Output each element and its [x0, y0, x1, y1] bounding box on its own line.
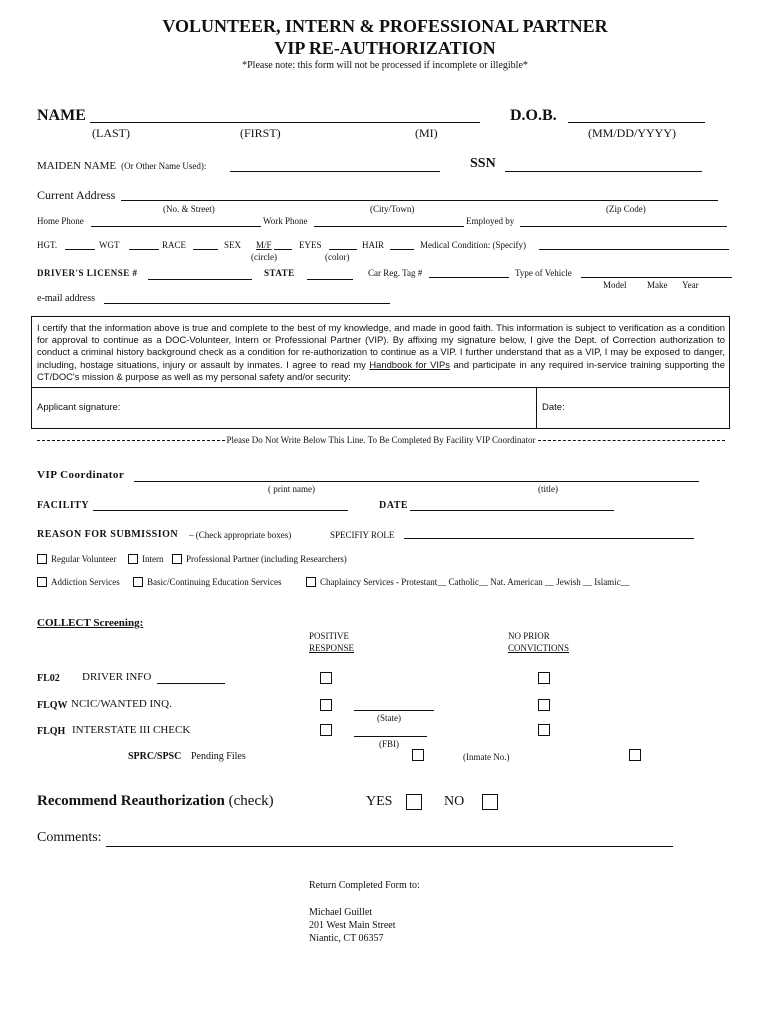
- maiden-name-label: MAIDEN NAME (Or Other Name Used):: [37, 160, 207, 172]
- sex-label: SEX: [224, 240, 242, 250]
- hair-label: HAIR: [362, 240, 384, 250]
- yes-label: YES: [366, 794, 393, 809]
- state-hint: (State): [377, 713, 401, 723]
- car-reg-label: Car Reg. Tag #: [368, 268, 423, 278]
- flqh-code: FLQH: [37, 726, 66, 737]
- ssn-field[interactable]: [505, 171, 702, 172]
- chaplaincy-services-checkbox[interactable]: [306, 577, 316, 587]
- home-phone-field[interactable]: [91, 226, 261, 227]
- signature-date-divider: [536, 387, 537, 428]
- flqw-label: NCIC/WANTED INQ.: [71, 698, 172, 710]
- sex-options[interactable]: M/F: [256, 240, 272, 250]
- professional-partner-label: Professional Partner (including Researchers): [186, 554, 347, 564]
- fl02-no-prior-checkbox[interactable]: [538, 672, 550, 684]
- flqw-code: FLQW: [37, 700, 68, 711]
- color-hint: (color): [325, 252, 350, 262]
- employed-by-field[interactable]: [520, 226, 727, 227]
- certification-text: I certify that the information above is true and complete to the best of my knowledge, and made in good faith. This information is subject to verification as a condition for approval to continue as a DOC-Volunteer, Intern or Professional Partner (VIP). By affixing my signature below, I give the Dept. of Correction authorization to conduct a criminal history background check as a condition for re-authorization to continue as a VIP. I further understand that as a VIP, I may be exposed to danger, including, hostage situations, injury or assault by inmates. I agree to read my Handbook for VIPs and participate in any required in-service training supporting the CT/DOC's mission & purpose as well as my personal safety and/or security:: [37, 322, 725, 382]
- flqh-positive-checkbox[interactable]: [320, 724, 332, 736]
- education-services-label: Basic/Continuing Education Services: [147, 577, 282, 587]
- hgt-field[interactable]: [65, 249, 95, 250]
- flqw-no-prior-checkbox[interactable]: [538, 699, 550, 711]
- license-field[interactable]: [148, 279, 252, 280]
- city-hint: (City/Town): [370, 204, 415, 214]
- yes-checkbox[interactable]: [406, 794, 422, 810]
- recommend-reauthorization-label: Recommend Reauthorization (check): [37, 793, 274, 809]
- state-label: STATE: [264, 268, 295, 278]
- wgt-field[interactable]: [129, 249, 159, 250]
- medical-field[interactable]: [539, 249, 729, 250]
- coordinator-date-field[interactable]: [410, 510, 614, 511]
- circle-hint: (circle): [251, 252, 277, 262]
- make-hint: Make: [647, 280, 668, 290]
- comments-field[interactable]: [106, 846, 673, 847]
- title-hint: (title): [538, 484, 558, 494]
- applicant-date-field[interactable]: [572, 389, 722, 426]
- addiction-services-label: Addiction Services: [51, 577, 120, 587]
- sprc-code: SPRC/SPSC: [128, 751, 182, 762]
- professional-partner-checkbox[interactable]: [172, 554, 182, 564]
- sex-field-tail: [274, 249, 292, 250]
- handbook-link[interactable]: Handbook for VIPs: [369, 358, 450, 370]
- addiction-services-checkbox[interactable]: [37, 577, 47, 587]
- medical-label: Medical Condition: (Specify): [420, 240, 526, 250]
- return-name: Michael Guillet: [309, 907, 373, 918]
- office-use-divider: Please Do Not Write Below This Line. To Be Completed By Facility VIP Coordinator: [37, 435, 725, 445]
- chaplaincy-services-label: Chaplaincy Services - Protestant__ Catholic__ Nat. American __ Jewish __ Islamic__: [320, 577, 630, 587]
- fl02-positive-checkbox[interactable]: [320, 672, 332, 684]
- last-hint: (LAST): [92, 126, 130, 140]
- flqh-no-prior-checkbox[interactable]: [538, 724, 550, 736]
- sprc-label: Pending Files: [191, 751, 246, 762]
- zip-hint: (Zip Code): [606, 204, 646, 214]
- dob-format-hint: (MM/DD/YYYY): [588, 126, 676, 140]
- reason-label: REASON FOR SUBMISSION: [37, 529, 179, 540]
- flqh-fbi-field[interactable]: [354, 736, 427, 737]
- fbi-hint: (FBI): [379, 739, 399, 749]
- employed-by-label: Employed by: [466, 216, 515, 226]
- vehicle-type-label: Type of Vehicle: [515, 268, 572, 278]
- inmate-no-hint: (Inmate No.): [463, 752, 510, 762]
- year-hint: Year: [682, 280, 699, 290]
- education-services-checkbox[interactable]: [133, 577, 143, 587]
- regular-volunteer-label: Regular Volunteer: [51, 554, 117, 564]
- coordinator-date-label: DATE: [379, 500, 409, 511]
- positive-header-2: RESPONSE: [309, 643, 355, 653]
- dob-label: D.O.B.: [510, 107, 557, 124]
- email-label: e-mail address: [37, 293, 96, 304]
- applicant-signature-label: Applicant signature:: [37, 402, 121, 413]
- name-label: NAME: [37, 107, 86, 124]
- no-prior-header-2: CONVICTIONS: [508, 643, 570, 653]
- flqh-label: INTERSTATE III CHECK: [72, 724, 191, 736]
- applicant-signature-field[interactable]: [132, 389, 532, 426]
- reason-hint: – (Check appropriate boxes): [189, 530, 292, 540]
- intern-checkbox[interactable]: [128, 554, 138, 564]
- intern-label: Intern: [142, 554, 164, 564]
- car-reg-field[interactable]: [429, 277, 509, 278]
- ssn-label: SSN: [470, 156, 496, 171]
- name-field[interactable]: [90, 122, 480, 123]
- model-hint: Model: [603, 280, 627, 290]
- work-phone-field[interactable]: [314, 226, 464, 227]
- specify-role-field[interactable]: [404, 538, 694, 539]
- print-name-hint: ( print name): [268, 484, 315, 494]
- license-label: DRIVER'S LICENSE #: [37, 268, 138, 278]
- hgt-label: HGT.: [37, 240, 58, 250]
- first-hint: (FIRST): [240, 126, 281, 140]
- positive-header-1: POSITIVE: [309, 631, 349, 641]
- form-title-line2: VIP RE-AUTHORIZATION: [274, 38, 496, 58]
- no-label: NO: [444, 794, 465, 809]
- no-prior-header-1: NO PRIOR: [508, 631, 550, 641]
- dob-field[interactable]: [568, 122, 705, 123]
- form-note: *Please note: this form will not be processed if incomplete or illegible*: [242, 60, 528, 71]
- mi-hint: (MI): [415, 126, 438, 140]
- return-label: Return Completed Form to:: [309, 880, 420, 891]
- address-label: Current Address: [37, 188, 116, 202]
- work-phone-label: Work Phone: [263, 216, 308, 226]
- collect-screening-title: COLLECT Screening:: [37, 617, 144, 629]
- fl02-label: DRIVER INFO: [82, 671, 152, 683]
- vip-coordinator-label: VIP Coordinator: [37, 469, 125, 481]
- vip-coordinator-field[interactable]: [134, 481, 699, 482]
- fl02-field[interactable]: [157, 683, 225, 684]
- no-checkbox[interactable]: [482, 794, 498, 810]
- flqw-positive-checkbox[interactable]: [320, 699, 332, 711]
- facility-field[interactable]: [93, 510, 348, 511]
- eyes-field[interactable]: [329, 249, 357, 250]
- fl02-code: FL02: [37, 673, 60, 684]
- return-street: 201 West Main Street: [309, 920, 396, 931]
- address-field[interactable]: [121, 200, 718, 201]
- email-field[interactable]: [104, 303, 390, 304]
- wgt-label: WGT: [99, 240, 120, 250]
- race-field[interactable]: [193, 249, 218, 250]
- vehicle-type-field[interactable]: [581, 277, 732, 278]
- flqw-state-field[interactable]: [354, 710, 434, 711]
- sprc-no-prior-checkbox[interactable]: [629, 749, 641, 761]
- maiden-name-field[interactable]: [230, 171, 440, 172]
- race-label: RACE: [162, 240, 187, 250]
- sprc-positive-checkbox[interactable]: [412, 749, 424, 761]
- date-label: Date:: [542, 402, 565, 413]
- form-title-line1: VOLUNTEER, INTERN & PROFESSIONAL PARTNER: [162, 16, 608, 36]
- return-city: Niantic, CT 06357: [309, 933, 384, 944]
- street-hint: (No. & Street): [163, 204, 215, 214]
- facility-label: FACILITY: [37, 500, 90, 511]
- regular-volunteer-checkbox[interactable]: [37, 554, 47, 564]
- specify-role-label: SPECIFIY ROLE: [330, 530, 395, 540]
- certification-divider: [32, 387, 729, 388]
- state-field[interactable]: [307, 279, 353, 280]
- certification-box: [31, 316, 730, 429]
- hair-field[interactable]: [390, 249, 414, 250]
- home-phone-label: Home Phone: [37, 216, 84, 226]
- eyes-label: EYES: [299, 240, 322, 250]
- comments-label: Comments:: [37, 830, 102, 845]
